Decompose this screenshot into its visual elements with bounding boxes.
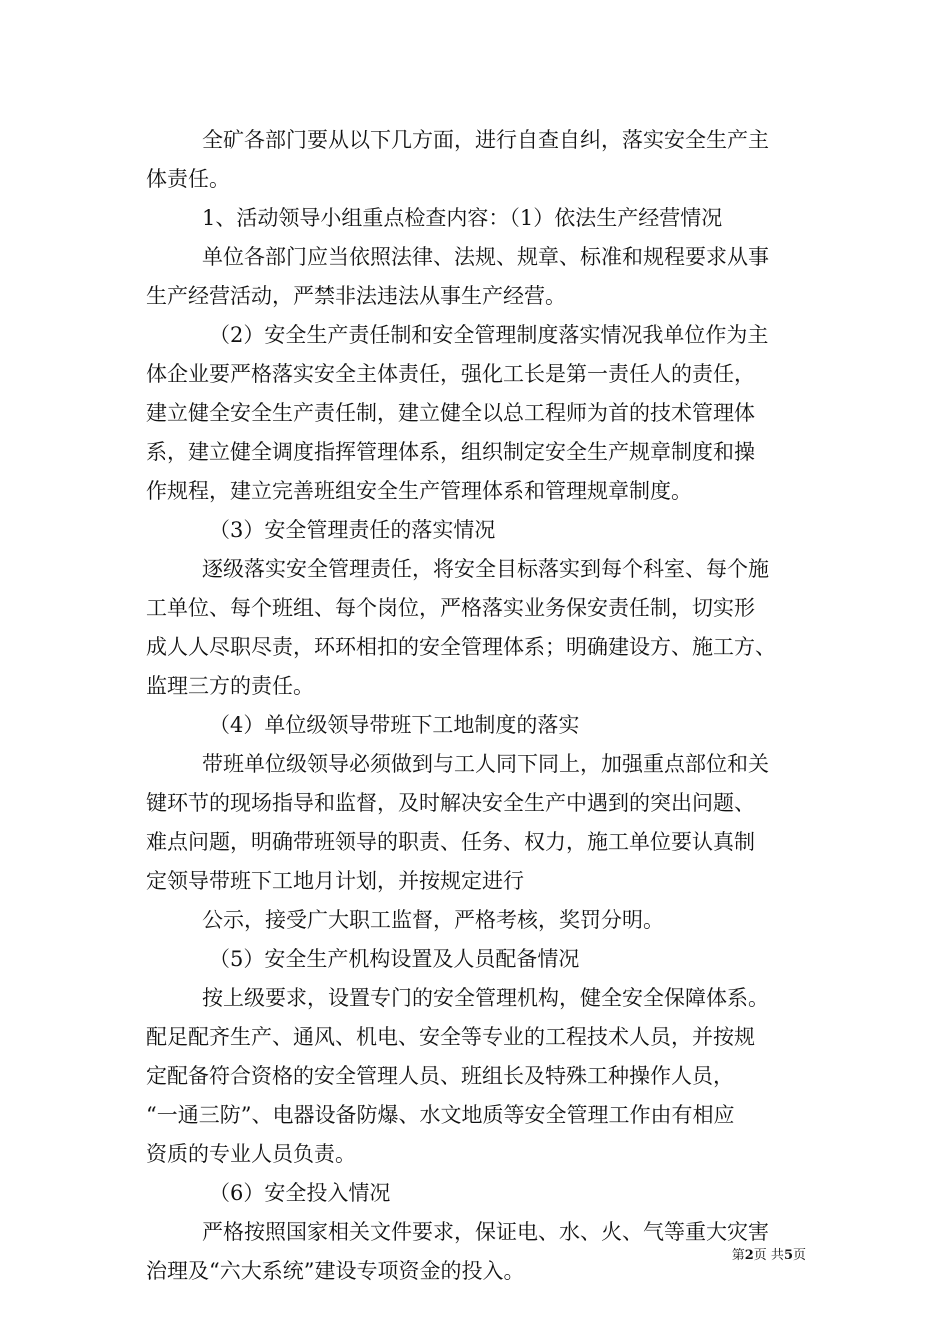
subheading-line: （5）安全生产机构设置及人员配备情况 (209, 947, 580, 971)
footer-middle: 页 共 (753, 1248, 784, 1263)
paragraph-line: 全矿各部门要从以下几方面，进行自查自纠，落实安全生产主 (202, 128, 769, 152)
paragraph-line: “一通三防”、电器设备防爆、水文地质等安全管理工作由有相应 (146, 1103, 735, 1127)
subheading-line: （3）安全管理责任的落实情况 (209, 518, 496, 542)
paragraph-line: 成人人尽职尽责，环环相扣的安全管理体系；明确建设方、施工方、 (146, 635, 776, 659)
subheading-line: （2）安全生产责任制和安全管理制度落实情况我单位作为主 (209, 323, 769, 347)
section-heading: 1、活动领导小组重点检查内容：（1）依法生产经营情况 (202, 206, 723, 230)
document-body (146, 121, 831, 1291)
paragraph-line: 监理三方的责任。 (146, 674, 314, 698)
paragraph-line: 工单位、每个班组、每个岗位，严格落实业务保安责任制，切实形 (146, 596, 755, 620)
paragraph-line: 按上级要求，设置专门的安全管理机构，健全安全保障体系。 (202, 986, 769, 1010)
paragraph-line: 系，建立健全调度指挥管理体系，组织制定安全生产规章制度和操 (146, 440, 755, 464)
paragraph-line: 键环节的现场指导和监督，及时解决安全生产中遇到的突出问题、 (146, 791, 755, 815)
paragraph-line: 单位各部门应当依照法律、法规、规章、标准和规程要求从事 (202, 245, 769, 269)
paragraph-line: 作规程，建立完善班组安全生产管理体系和管理规章制度。 (146, 479, 692, 503)
subheading-line: （6）安全投入情况 (209, 1181, 391, 1205)
current-page-number: 2 (744, 1248, 754, 1263)
paragraph-line: 定领导带班下工地月计划，并按规定进行 (146, 869, 524, 893)
paragraph-line: 严格按照国家相关文件要求，保证电、水、火、气等重大灾害 (202, 1220, 769, 1244)
total-pages-number: 5 (783, 1248, 793, 1263)
subheading-line: （4）单位级领导带班下工地制度的落实 (209, 713, 580, 737)
paragraph-line: 定配备符合资格的安全管理人员、班组长及特殊工种操作人员， (146, 1064, 734, 1088)
paragraph-line: 难点问题，明确带班领导的职责、任务、权力，施工单位要认真制 (146, 830, 755, 854)
paragraph-line: 公示，接受广大职工监督，严格考核，奖罚分明。 (202, 908, 664, 932)
paragraph-line: 生产经营活动，严禁非法违法从事生产经营。 (146, 284, 566, 308)
footer-suffix: 页 (792, 1248, 806, 1263)
page-number-footer (732, 1244, 806, 1263)
paragraph-line: 治理及“六大系统”建设专项资金的投入。 (146, 1259, 525, 1283)
paragraph-line: 体责任。 (146, 167, 230, 191)
paragraph-line: 逐级落实安全管理责任，将安全目标落实到每个科室、每个施 (202, 557, 769, 581)
paragraph-line: 带班单位级领导必须做到与工人同下同上，加强重点部位和关 (202, 752, 769, 776)
paragraph-line: 建立健全安全生产责任制，建立健全以总工程师为首的技术管理体 (146, 401, 755, 425)
paragraph-line: 体企业要严格落实安全主体责任，强化工长是第一责任人的责任， (146, 362, 755, 386)
footer-prefix: 第 (731, 1248, 745, 1263)
paragraph-line: 资质的专业人员负责。 (146, 1142, 356, 1166)
paragraph-line: 配足配齐生产、通风、机电、安全等专业的工程技术人员，并按规 (146, 1025, 755, 1049)
